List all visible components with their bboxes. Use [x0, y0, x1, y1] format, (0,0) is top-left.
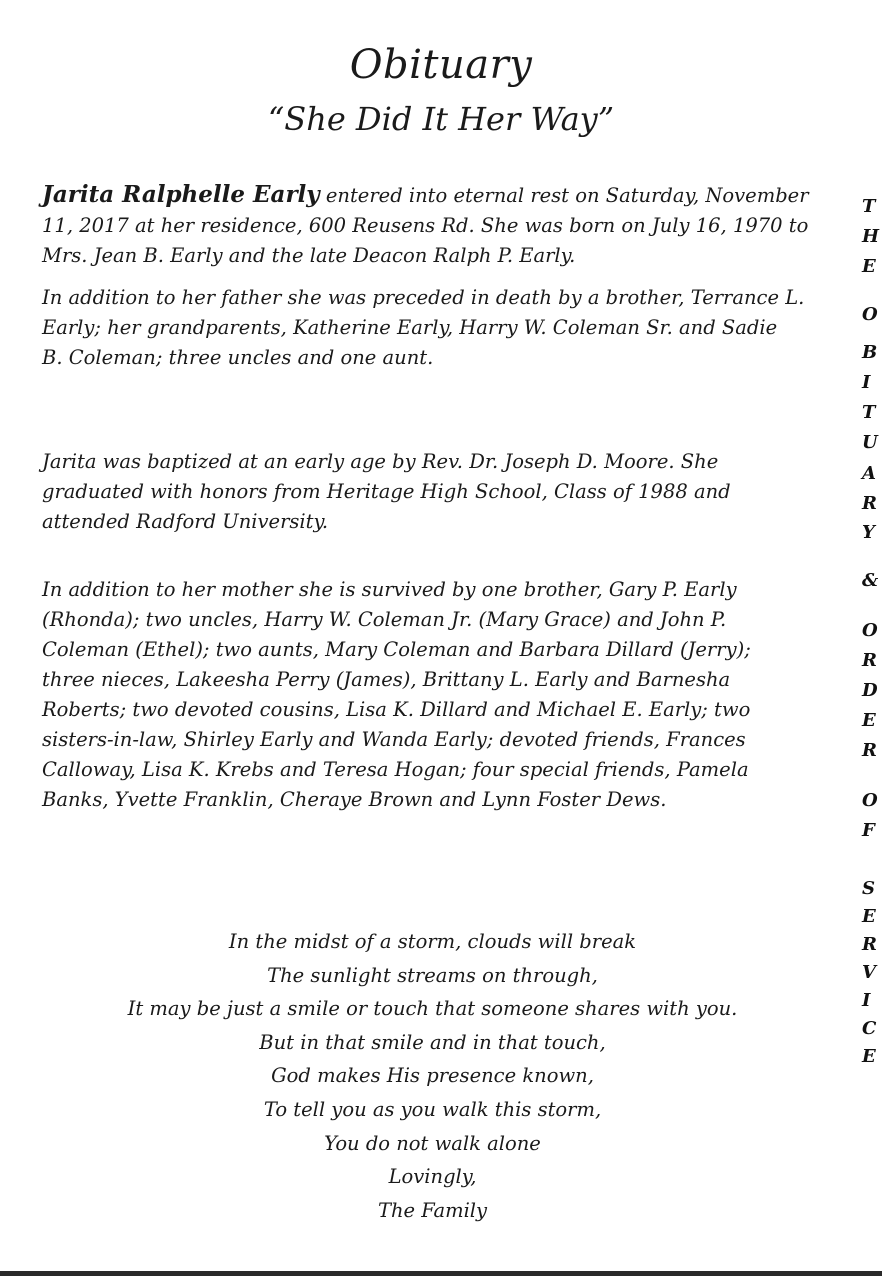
paragraph-line: B. Coleman; three uncles and one aunt. [42, 346, 434, 369]
side-letter: E [862, 710, 876, 731]
poem-line: The sunlight streams on through, [267, 963, 598, 987]
side-letter: R [862, 934, 877, 955]
side-letter: E [862, 906, 876, 927]
paragraph-line: graduated with honors from Heritage High School, Class of 1988 and [42, 480, 731, 503]
poem-line: In the midst of a storm, clouds will break [228, 930, 637, 953]
side-letter: & [862, 570, 879, 591]
side-letter: V [862, 962, 876, 983]
paragraph-education [42, 447, 832, 537]
paragraph-line: In addition to her mother she is survived by one brother, Gary P. Early [42, 578, 737, 601]
poem-line: It may be just a smile or touch that someone shares with you. [127, 997, 738, 1021]
page-title: Obituary [349, 42, 533, 88]
paragraph-line: Early; her grandparents, Katherine Early, Harry W. Coleman Sr. and Sadie [42, 316, 778, 339]
side-letter: D [862, 680, 878, 701]
page-subtitle: “She Did It Her Way” [267, 100, 615, 138]
side-letter: R [862, 740, 877, 761]
side-letter: U [862, 432, 878, 453]
side-letter: O [862, 304, 878, 325]
paragraph-line: entered into eternal rest on Saturday, November [319, 184, 809, 207]
poem-line: But in that smile and in that touch, [259, 1030, 606, 1054]
poem-signoff: Lovingly, [388, 1165, 477, 1189]
paragraph-line: Roberts; two devoted cousins, Lisa K. Dillard and Michael E. Early; two [42, 698, 751, 721]
paragraph-birth [42, 180, 832, 271]
paragraph-line: Calloway, Lisa K. Krebs and Teresa Hogan; four special friends, Pamela [42, 758, 749, 781]
paragraph-line: In addition to her father she was preceded in death by a brother, Terrance L. [42, 286, 805, 309]
poem [0, 925, 865, 1227]
side-letter: R [862, 493, 877, 514]
paragraph-line: Coleman (Ethel); two aunts, Mary Coleman and Barbara Dillard (Jerry); [42, 638, 751, 661]
side-letter: T [862, 196, 876, 217]
paragraph-line: (Rhonda); two uncles, Harry W. Coleman Jr. (Mary Grace) and John P. [42, 608, 727, 631]
bottom-divider [0, 1271, 882, 1276]
paragraph-line: sisters-in-law, Shirley Early and Wanda Early; devoted friends, Frances [42, 728, 746, 751]
side-letter: R [862, 650, 877, 671]
paragraph-line: 11, 2017 at her residence, 600 Reusens Rd. She was born on July 16, 1970 to [42, 214, 809, 237]
side-letter: H [862, 226, 880, 247]
paragraph-line: Banks, Yvette Franklin, Cheraye Brown and Lynn Foster Dews. [42, 788, 667, 811]
side-letter: E [862, 1046, 876, 1067]
deceased-name: Jarita Ralphelle Early [42, 181, 320, 208]
poem-signature: The Family [377, 1198, 488, 1222]
side-letter: C [862, 1018, 877, 1039]
poem-line: You do not walk alone [324, 1131, 541, 1155]
side-letter: I [862, 990, 871, 1011]
side-letter: E [862, 256, 876, 277]
side-letter: B [862, 342, 878, 363]
side-letter: O [862, 790, 878, 811]
side-letter: A [862, 463, 876, 484]
paragraph-preceded [42, 283, 832, 373]
poem-line: To tell you as you walk this storm, [263, 1097, 602, 1121]
paragraph-survived [42, 575, 832, 815]
side-letter: O [862, 620, 878, 641]
poem-line: God makes His presence known, [271, 1064, 594, 1088]
side-letter: Y [862, 522, 875, 543]
paragraph-line: Mrs. Jean B. Early and the late Deacon Ralph P. Early. [42, 244, 576, 267]
side-letter: S [862, 878, 875, 899]
side-letter: F [862, 820, 875, 841]
paragraph-line: attended Radford University. [42, 510, 329, 533]
paragraph-line: three nieces, Lakeesha Perry (James), Brittany L. Early and Barnesha [42, 668, 731, 691]
side-letter: T [862, 402, 876, 423]
paragraph-line: Jarita was baptized at an early age by Rev. Dr. Joseph D. Moore. She [42, 450, 719, 473]
side-letter: I [862, 372, 871, 393]
